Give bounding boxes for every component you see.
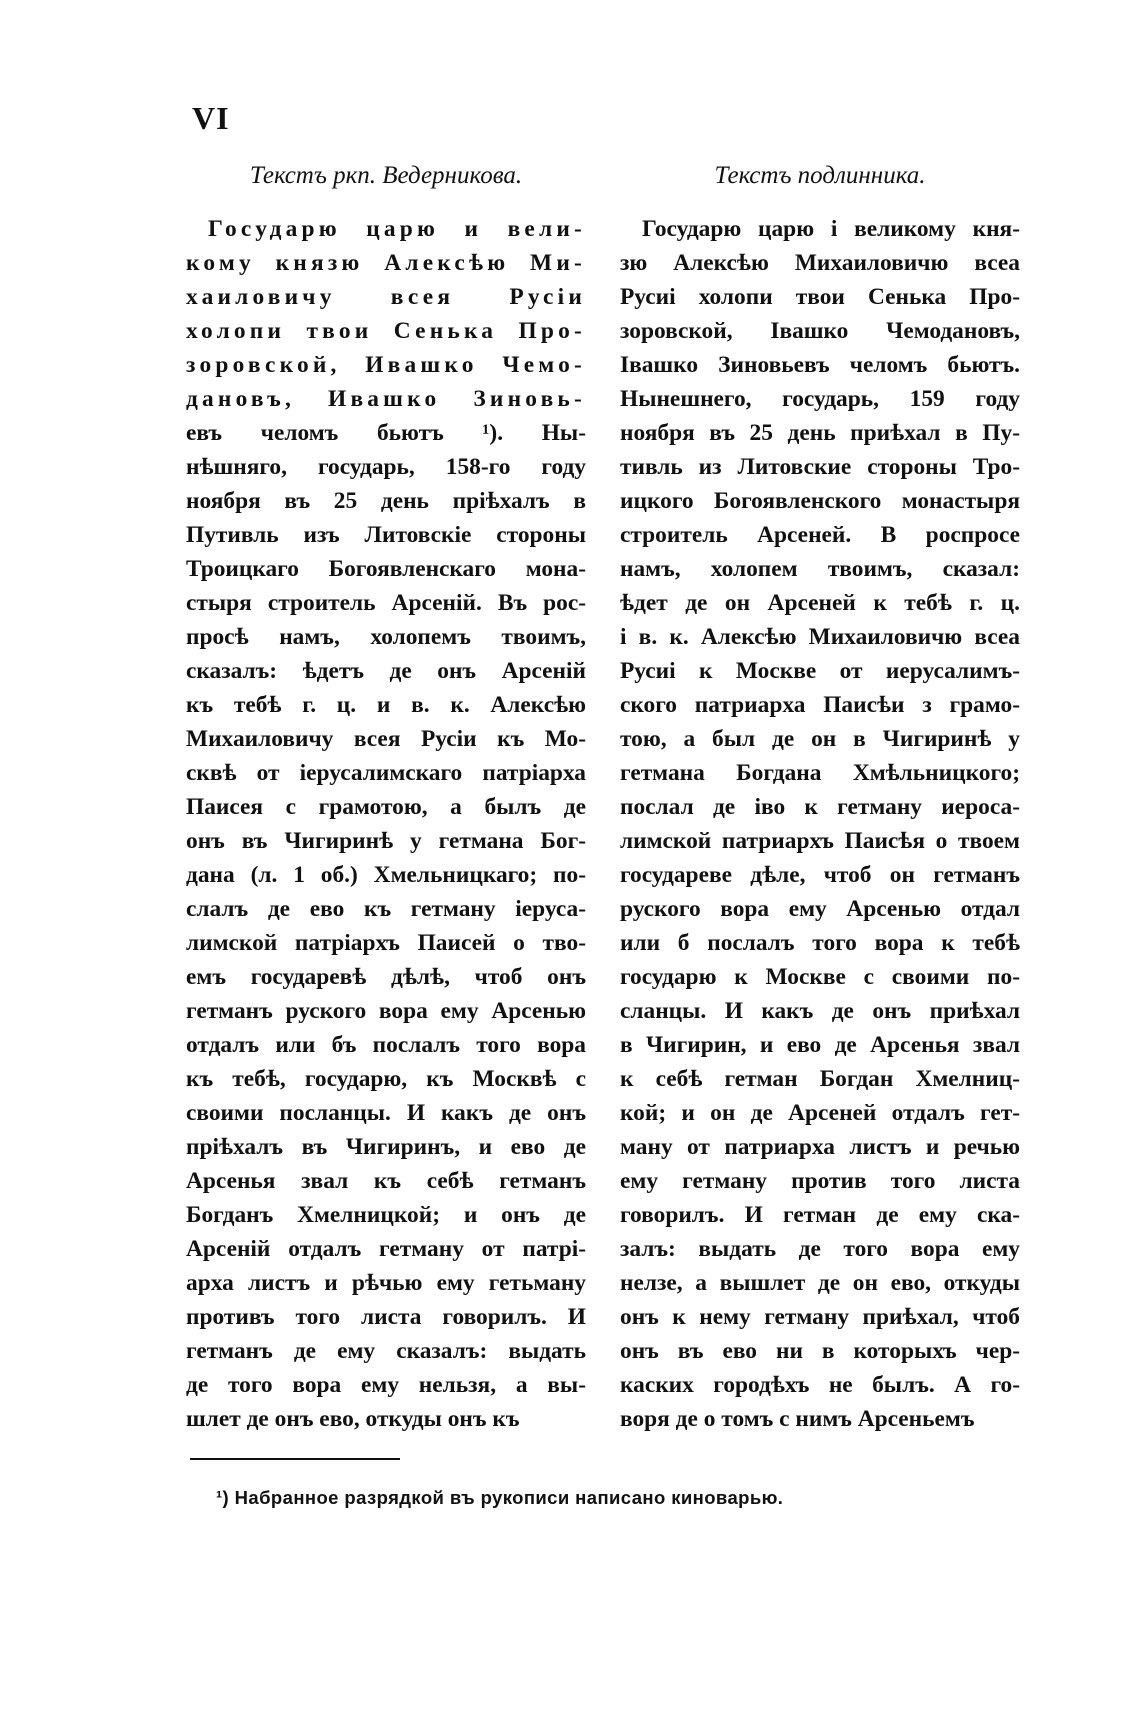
text-line: Русиі к Москве от иерусалимъ-: [620, 658, 1020, 684]
left-column-heading: Текстъ ркп. Ведерникова.: [249, 162, 523, 189]
text-line: сказалъ: ѣдетъ де онъ Арсеній: [186, 658, 586, 684]
text-line: ему гетману против того листа: [620, 1168, 1020, 1194]
text-line: онъ въ ево ни в которыхъ чер-: [620, 1338, 1020, 1364]
text-line: шлет де онъ ево, откуды онъ къ: [186, 1406, 520, 1432]
text-line: і в. к. Алексѣю Михаиловичю всеа: [620, 624, 1020, 650]
text-line: руского вора ему Арсенью отдал: [620, 896, 1020, 922]
text-line: или б послалъ того вора к тебѣ: [620, 930, 1020, 956]
text-line: воря де о томъ с нимъ Арсеньемъ: [620, 1406, 975, 1432]
text-line: евъ челомъ бьютъ ¹). Ны-: [186, 420, 586, 446]
text-line: тою, а был де он в Чигиринѣ у: [620, 726, 1020, 752]
text-line: нѣшняго, государь, 158-го году: [186, 454, 586, 480]
text-line: зоровской, Івашко Чемодановъ,: [620, 318, 1020, 344]
text-line: Нынешнего, государь, 159 году: [620, 386, 1020, 412]
text-line: Михаиловичу всея Русіи къ Мо-: [186, 726, 586, 752]
footnote-rule: [190, 1458, 400, 1460]
text-line: ского патриарха Паисѣи з грамо-: [620, 692, 1020, 718]
text-line: Государю царю і великому кня-: [642, 216, 1020, 242]
text-line: дановъ, Ивашко Зиновь-: [186, 386, 586, 412]
text-line: стыря строитель Арсеній. Въ рос-: [186, 590, 586, 616]
text-line: каских городѣхъ не былъ. А го-: [620, 1372, 1020, 1398]
text-line: де того вора ему нельзя, а вы-: [186, 1372, 586, 1398]
left-column-text: [186, 212, 586, 1436]
text-line: нелзе, а вышлет де он ево, откуды: [620, 1270, 1020, 1296]
text-line: дана (л. 1 об.) Хмельницкаго; по-: [186, 862, 586, 888]
text-line: к себѣ гетман Богдан Хмелниц-: [620, 1066, 1020, 1092]
text-line: отдалъ или бъ послалъ того вора: [186, 1032, 586, 1058]
text-line: в Чигирин, и ево де Арсенья звал: [620, 1032, 1020, 1058]
text-line: говорилъ. И гетман де ему ска-: [620, 1202, 1020, 1228]
right-column-heading: Текстъ подлинника.: [714, 162, 926, 189]
text-line: Паисея с грамотою, а былъ де: [186, 794, 586, 820]
text-line: залъ: выдать де того вора ему: [620, 1236, 1020, 1262]
text-line: Арсеній отдалъ гетману от патрі-: [186, 1236, 586, 1262]
text-line: своими посланцы. И какъ де онъ: [186, 1100, 586, 1126]
right-column: [620, 160, 1020, 1436]
text-line: Путивль изъ Литовскіе стороны: [186, 522, 586, 548]
text-line: кому князю Алексѣю Ми-: [186, 250, 586, 276]
text-line: государеве дѣле, чтоб он гетманъ: [620, 862, 1020, 888]
text-line: кой; и он де Арсеней отдалъ гет-: [620, 1100, 1020, 1126]
text-line: гетмана Богдана Хмѣльницкого;: [620, 760, 1020, 786]
text-line: къ тебѣ, государю, къ Москвѣ с: [186, 1066, 586, 1092]
text-line: слалъ де ево къ гетману іеруса-: [186, 896, 586, 922]
text-line: ноября въ 25 день пріѣхалъ в: [186, 488, 586, 514]
text-line: Русиі холопи твои Сенька Про-: [620, 284, 1020, 310]
text-line: сланцы. И какъ де онъ приѣхал: [620, 998, 1020, 1024]
text-line: Івашко Зиновьевъ челомъ бьютъ.: [620, 352, 1020, 378]
text-line: сквѣ от іерусалимскаго патріарха: [186, 760, 586, 786]
text-line: тивль из Литовские стороны Тро-: [620, 454, 1020, 480]
text-line: зю Алексѣю Михаиловичю всеа: [620, 250, 1020, 276]
text-line: арха листъ и рѣчью ему гетьману: [186, 1270, 586, 1296]
text-line: пріѣхалъ въ Чигиринъ, и ево де: [186, 1134, 586, 1160]
text-line: Троицкаго Богоявленскаго мона-: [186, 556, 586, 582]
text-line: государю к Москве с своими по-: [620, 964, 1020, 990]
text-line: къ тебѣ г. ц. и в. к. Алексѣю: [186, 692, 586, 718]
text-line: Богданъ Хмелницкой; и онъ де: [186, 1202, 586, 1228]
text-line: Государю царю и вели-: [208, 216, 586, 242]
text-line: гетманъ де ему сказалъ: выдать: [186, 1338, 586, 1364]
text-line: зоровской, Ивашко Чемо-: [186, 352, 586, 378]
text-line: противъ того листа говорилъ. И: [186, 1304, 586, 1330]
left-column: [186, 160, 586, 1436]
text-line: намъ, холопем твоимъ, сказал:: [620, 556, 1020, 582]
footnote: ¹) Набранное разрядкой въ рукописи написано киноварью.: [216, 1487, 784, 1508]
page-number: VI: [192, 100, 230, 136]
text-line: строитель Арсеней. В роспросе: [620, 522, 1020, 548]
text-line: ноября въ 25 день приѣхал в Пу-: [620, 420, 1020, 446]
text-line: просѣ намъ, холопемъ твоимъ,: [186, 624, 586, 650]
text-line: ману от патриарха листъ и речью: [620, 1134, 1020, 1160]
text-line: емъ государевѣ дѣлѣ, чтоб онъ: [186, 964, 586, 990]
text-line: ицкого Богоявленского монастыря: [620, 488, 1020, 514]
text-line: онъ к нему гетману приѣхал, чтоб: [620, 1304, 1020, 1330]
text-line: хаиловичу всея Русіи: [186, 284, 586, 310]
text-line: холопи твои Сенька Про-: [186, 318, 586, 344]
text-line: онъ въ Чигиринѣ у гетмана Бог-: [186, 828, 586, 854]
text-line: лимской патриархъ Паисѣя о твоем: [620, 828, 1020, 854]
text-line: ѣдет де он Арсеней к тебѣ г. ц.: [620, 590, 1020, 616]
text-line: послал де іво к гетману иероса-: [620, 794, 1020, 820]
text-line: лимской патріархъ Паисей о тво-: [186, 930, 586, 956]
right-column-text: [620, 212, 1020, 1436]
text-line: гетманъ руского вора ему Арсенью: [186, 998, 586, 1024]
text-line: Арсенья звал къ себѣ гетманъ: [186, 1168, 586, 1194]
